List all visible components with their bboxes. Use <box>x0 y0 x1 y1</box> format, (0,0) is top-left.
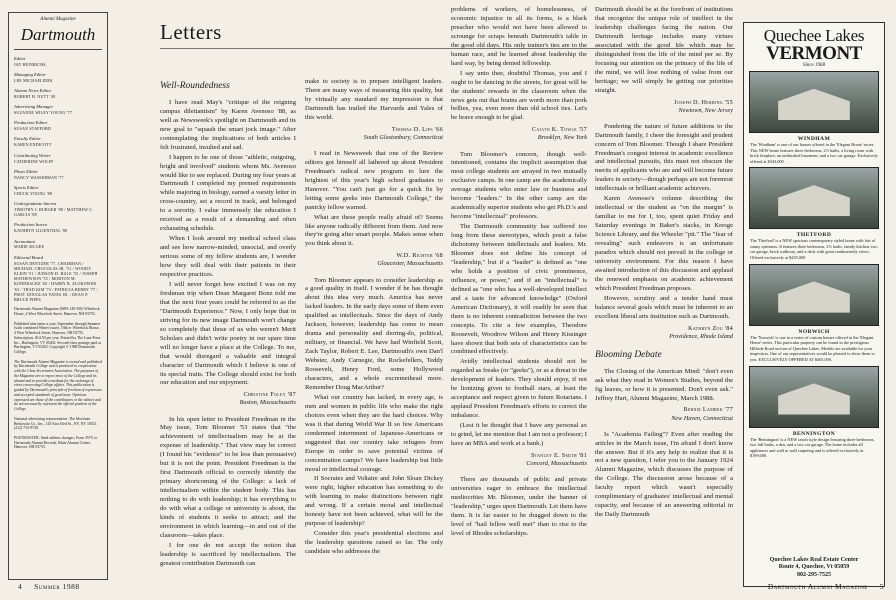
staff-name: TIMOTHY J. BURGER '88 / MATTHEW C. GARCIA '88 <box>14 206 94 218</box>
signature-name: Thomas D. Lips '66 <box>391 125 443 133</box>
masthead-subtitle: Alumni Magazine <box>40 17 76 22</box>
staff-name: KAREN ENDICOTT <box>14 142 52 148</box>
signature-name: Bernie Lambek '77 <box>683 406 733 414</box>
listing-description: The 'Thetford' is a NEW spacious contemporary styled home with lots of sunny openness. It features three bedrooms, 2½ baths, family kitchen, two car garage, brick walkway, and a deck with great southeasterly views. Offered exclusively at $255,000. <box>750 238 878 261</box>
staff-entry <box>14 222 102 233</box>
signature <box>160 391 296 407</box>
staff-entry <box>14 136 102 147</box>
signature <box>595 325 733 341</box>
ad-company: Quechee Lakes Real Estate Center <box>769 556 859 563</box>
staff-entry <box>14 56 102 67</box>
staff-role: Production Intern <box>14 222 47 228</box>
signature-place: South Glastonbury, Connecticut <box>363 133 443 141</box>
signature <box>595 99 733 115</box>
column-3 <box>451 6 587 578</box>
ad-title-vermont: VERMONT <box>766 43 862 64</box>
ad-listings <box>744 71 884 459</box>
letter-paragraph: Tom Bloomer's concern, though well-intentioned, contains the implicit assumption that most college students are arrayed in two mutually exclusive camps. In one camp are the academically average students who enter law or business and become "leaders." In the other camp are the academically superior students who get Ph.D.'s and become "intellectual" professors. <box>451 150 587 221</box>
house-photo <box>749 71 879 133</box>
listing-description: The 'Bennington' is a NEW ranch style design featuring three bedrooms, two full baths, a den, and a two car garage. The home includes all appliances and wall to wall carpeting and is offered exclusively at $199,000. <box>750 436 875 459</box>
staff-role: Editor <box>14 55 26 61</box>
ad-address: Route 4, Quechee, Vt 05059 <box>778 564 850 571</box>
listing-bennington <box>744 366 884 459</box>
staff-entry <box>14 72 102 83</box>
publisher-info: Dartmouth Alumni Magazine (ISPS 149-560) Wheelock House, 4 West Wheelock Street, Hanover, NH 03755. <box>14 307 100 316</box>
footer-left <box>18 582 80 591</box>
ad-title: Quechee Lakes <box>763 26 865 45</box>
staff-name: ROBERT H. NUTT '49 <box>14 93 56 99</box>
column-2 <box>305 78 443 578</box>
staff-role: Editorial Board <box>14 254 44 260</box>
ad-contact <box>744 557 884 580</box>
page-number-right: 5 <box>879 582 884 591</box>
staff-role: Advertising Manager <box>14 104 54 110</box>
column-1 <box>160 78 296 578</box>
staff-name: SUZANNE WILEY YOUNG '77 <box>14 110 72 116</box>
letter-paragraph: If Socrates and Voltaire and John Sloan Dickey were right, higher education has something to do with learning to make distinctions between right and wrong. If a certain moral and intellectual honesty have not been achieved, what will be the purpose of leadership? <box>305 475 443 528</box>
signature-place: Newtown, New Jersey <box>678 106 733 114</box>
listing-norwich <box>744 264 884 363</box>
staff-name: SUSAN STAFFORD <box>14 126 52 132</box>
signature <box>305 126 443 142</box>
listing-description: The 'Windham' is one of our homes offered in the 'Elegant Home' series. This NEW home features three bedrooms, 2½ baths, a living room with brick fireplace, an unfinished basement, and a two car garage. Exclusively offered at $343,000. <box>750 142 878 164</box>
staff-entry <box>14 153 102 164</box>
postmaster-note: POSTMASTER: Send address changes, Form 3579, to Dartmouth Alumni Records, Blunt Alumni Center, Hanover, NH 03755. <box>14 436 98 450</box>
listing-windham <box>744 71 884 164</box>
staff-role: Faculty Editor <box>14 136 41 142</box>
staff-entry <box>14 255 102 302</box>
signature-name: Stanley E. Smith '81 <box>530 451 587 459</box>
signature-place: Providence, Rhode Island <box>669 332 733 340</box>
letter-paragraph: I have read May's "critique of the reigning campus dilettantism" by Karen Avenoso '88, as well as Newsweek's spotlight on Dartmouth and its new goal to "squash the smart jock image." After contemplating the implications of both articles I felt frustrated, insulted and sad. <box>160 98 296 151</box>
signature-place: Boston, Massachusetts <box>239 399 296 407</box>
staff-role: Contributing Writer <box>14 152 51 158</box>
letter-paragraph: Dartmouth should be at the forefront of institutions that recognize the unique role of intellect in the leadership challenges facing the nation. Our Dartmouth heritage includes many virtues associated with the good life which may be distinguished from the life of the mind per se. By focusing our attention on the primacy of the life of the mind, we will lose nothing of value from our heritage; we will simply be getting our priorities straight. <box>595 6 733 94</box>
letter-paragraph: What are these people really afraid of? Seems like anyone radically different from them. And now they're going after smart people. Makes sense when you think about it. <box>305 213 443 248</box>
publication-info: Published nine times a year, September through Summer (with combined Winter issue). Office: Wheelock House, 4 West Wheelock Street, Hanover, NH 03755. Subscription, $14.50 per year. Printed by The Lane Press Inc., Burlington, VT 05402. Second-class postage paid at Burlington, VT 05402. Copyright © 1988 Dartmouth College. <box>14 321 101 354</box>
issue-label: Summer 1988 <box>34 582 80 591</box>
staff-role: Managing Editor <box>14 71 46 77</box>
signature-name: W.D. Richter '68 <box>396 252 443 260</box>
staff-name: LEE MICHAELIDES <box>14 77 53 83</box>
listing-name: BENNINGTON <box>792 430 836 437</box>
letter-paragraph: When I look around my medical school class and see how narrow-minded, unsocial, and overly serious some of my fellow students are, I wonder how they will deal with their patients in their respective practices. <box>160 235 296 279</box>
letter-paragraph: The Dartmouth community has suffered too long from these stereotypes, which posit a false dichotomy between intellectuals and leaders. Mr. Bloomer does not define his concept of "leadership," but if a "leader" is defined as "one who holds a position of civic prominence, influence, or power," and if an "intellectual" is defined as "one who has a well-developed intellect and a taste for advanced knowledge" (Oxford American Dictionary), it will readily be seen that there is no inherent contradiction between the two concepts. To cite a few examples, Theodore Roosevelt, Woodrow Wilson and Henry Kissinger have shown that both sets of characteristics can be combined effectively. <box>451 223 587 356</box>
staff-name: CHUCK YOUNG '88 <box>14 190 53 196</box>
signature-name: Joseph D. Herring '55 <box>674 98 733 106</box>
footer-right <box>768 582 884 591</box>
letter-paragraph: Is "Academia Failing"? Even after reading the articles in the March issue, I'm afraid I don't know the answer. But if it's any help to realize that it is not a new question, I refer you to the January 1924 Alumni Magazine, which discusses the purpose of the College. The discussion arose because of a faculty report which wasn't especially complimentary of graduates' intellectual and mental capacity, and because of an answering editorial in the Daily Dartmouth <box>595 430 733 519</box>
column-4 <box>595 6 733 578</box>
signature-name: Christine Foley '87 <box>243 391 296 399</box>
signature-place: Gloucester, Massachusetts <box>377 260 443 268</box>
signature <box>305 252 443 268</box>
house-photo <box>749 264 879 326</box>
letter-paragraph: I read in Newsweek that one of the Review editors got himself all lathered up about President Freedman's radical new program to lure the brightest of this year's high school graduates to Hanover. "You can't just go for a quick fix by letting some geeks into Dartmouth College," the panicky fellow warned. <box>305 149 443 211</box>
letter-paragraph: Tom Bloomer appears to consider leadership as a good quality in itself. I wonder if he has thought about this idea very much. America has never lacked leaders. In the early days some of them even qualified as intellectuals. Since the days of Andy Jackson, however, leadership has come to mean drama and personality and derring-do, political, military, or financial. We have had Winfield Scott, Zack Taylor, Robert E. Lee, Dartmouth's own Dan'l Webster, Andy Carnegie, the Rockefellers, Teddy Roosevelt, Henry Ford, some Hollywood characters, and a whole excremethead more. Remember Doug MacArthur? <box>305 276 443 391</box>
staff-role: Production Editor <box>14 120 48 126</box>
signature-name: Calvin K. Towle '57 <box>531 126 587 134</box>
listing-thetford <box>744 167 884 260</box>
letter-paragraph: The Closing of the American Mind: "don't even ask what they read in Women's Studies, beyond the fig leaves, or how it is presented. Don't even ask." Jeffrey Hart, Alumni Magazine, March 1988. <box>595 367 733 402</box>
staff-name: KATHRYN LILIENTHAL '88 <box>14 228 68 234</box>
signature <box>451 126 587 142</box>
signature <box>595 406 733 422</box>
staff-entry <box>14 169 102 180</box>
staff-name: CATHERINE WOLFF <box>14 158 54 164</box>
ownership-statement: The Dartmouth Alumni Magazine is owned and published by Dartmouth College and is produced in cooperation with the Class Secretaries Association. The purposes of the Magazine are to report news of the College and its alumni and to provide a medium for the exchange of views concerning College affairs. This publication is guided by Dartmouth's principle of freedom of expression and accepted standards of good taste. Opinions expressed are those of the contributors or the editors and do not necessarily represent the official position of the College. <box>14 359 102 412</box>
staff-entry <box>14 104 102 115</box>
masthead <box>8 12 108 580</box>
letter-paragraph: I happen to be one of those "athletic, outgoing, bright and involved" students whom Ms. Avenoso would like to see replaced. During my four years at Dartmouth I completed my premed requirements while majoring in biology, earned a varsity letter in cross-country, set a record in track, and belonged to a sorority. I value immensely the education I received as a result of a demanding and often exhausting schedule. <box>160 153 296 233</box>
letter-paragraph: I will never forget how excited I was on my freshman trip when Dean Margaret Bonz told me that the next four years could be referred to as the "Dartmouth Experience." Now, I only hope that in striving for its new image Dartmouth won't change so completely that those of us who weren't Merit Scholars and didn't write poetry in our spare time will no longer have a place at the College. To me, that would disregard a valuable and integral character of Dartmouth which I believe is one of its special traits. The College should exist for both our education and our enjoyment. <box>160 280 296 387</box>
staff-name: MARIE MCGEE <box>14 244 45 250</box>
letter-paragraph: In his open letter to President Freedman in the May issue, Tom Bloomer '53 states that "the achievement of intellectualism may be at the expense of leadership." That view may be correct (I found his "evidence" to be less than persuasive) but it is not the point. President Freedman is the first Dartmouth official to correctly identify the primary shortcoming of the College: a lack of intellectualism within the student body. This has nothing to do with leadership; it has everything to do with what a college or university is about, the kinds of students it seeks to attract; and the environment in which learning—in and out of the classroom—takes place. <box>160 415 296 539</box>
section-heading-well-roundedness: Well-Roundedness <box>160 81 230 91</box>
letter-paragraph: problems of workers, of homelessness, of economic injustice in all its forms, is a black preacher who would not have been allowed to scrounge for scraps beneath Dartmouth's table in the good old days. His only trainer's ties are to the human race, and he learned about leadership the hard way, by being denied fellowship. <box>451 6 587 67</box>
staff-role: Sports Editor <box>14 184 39 190</box>
masthead-title: Dartmouth <box>14 24 102 50</box>
letter-paragraph: Avidly intellectual students should not be regarded as freaks (or "geeks"), or as a threat to the development of leaders. They should enjoy, if not be lionizing given to football stars, at least the acceptance and respect given to future Rotarians. I applaud President Freedman's efforts to correct the imbalance. <box>451 358 587 420</box>
house-shape <box>778 185 850 216</box>
letter-paragraph: I say unto thee, doubtful Thomas, you and I ought to be dancing in the streets, for great will be the students' rewards in the classroom when the news gets out that brains are worth more than pork bellies, yea, even more than old school ties. Let's be brave enough to be glad. <box>451 69 587 122</box>
ad-since: Since 1968 <box>802 63 826 68</box>
letter-paragraph: Karen Avenoso's column describing the intellectual or the student as "on the margin" is familiar to me for I, too, spent quiet Friday and Saturday evenings in Baker's stacks, in Kresge Science Library, and the Wheeler "pit." The "fear of revealing" such endeavors is an unfortunate paradox which should not prevail in the college or university environment. For this reason I have awaited introduction of this discussion and applaud the renewed emphasis on academic achievement which President Freedman proposes. <box>595 195 733 292</box>
staff-entry <box>14 201 102 217</box>
house-photo <box>749 167 879 229</box>
advertising-rep: National advertising representative: The Mortimer Berkowitz Co., Inc., 145 East 63rd St., NY, NY 10021. (212) 753-9740. <box>14 416 98 431</box>
house-photo <box>749 366 879 428</box>
section-heading-blooming-debate: Blooming Debate <box>595 349 662 360</box>
letter-paragraph: What our country has lacked, in every age, is men and women in public life who make the right choices even when they are the hard choices. Why was it that during World War II so few Americans condemned internment of Japanese-Americans or suggested that our country take refugees from Europe in order to save potential victims of concentration camps? We have leadership but little moral or intellectual courage. <box>305 393 443 473</box>
house-shape <box>778 281 850 312</box>
staff-role: Photo Editor <box>14 168 38 174</box>
letter-paragraph: make to society is to prepare intelligent leaders. There are many ways of measuring this quality, but by virtually any standard my impression is that Dartmouth has trailed the Harvards and Yales of this world. <box>305 78 443 121</box>
listing-name: THETFORD <box>796 232 832 239</box>
letter-paragraph: There are thousands of public and private universities eager to embrace the intellectual mediocrities Mr. Bloomer, under the banner of "leadership," urges upon Dartmouth. Let them have them. It is far easier to be dragged down to the level of "hail fellow well met" than to rise to the level of Rhodes scholarships. <box>451 476 587 537</box>
letter-paragraph: Pondering the nature of future additions to the Dartmouth family, I cheer the foresight and prudent concern of Tom Bloomer. Though I share President Freedman's congest interest in academic excellence and intellectual pursuits, this must not obscure the merits of applicants who are and will become future leaders in society—though perhaps are not foremost intellectuals or brilliant academic achievers. <box>595 122 733 193</box>
letter-paragraph: However, scrutiny and a tender hand must balance several goals which must be inherent to an excellent liberal arts institution such as Dartmouth. <box>595 294 733 320</box>
staff-entry <box>14 185 102 196</box>
signature-place: New Haven, Connecticut <box>671 414 733 422</box>
staff-role: Alumni News Editor <box>14 87 52 93</box>
staff-role: Undergraduate Interns <box>14 201 57 206</box>
signature-name: Kathryn Zou '84 <box>688 324 733 332</box>
staff-entry <box>14 239 102 250</box>
house-shape <box>778 89 850 120</box>
staff-name: SUSAN DENTZER '77, CHAIRMAN / MICHAEL CHOCOLAS JR. '51 / WOODY KLEIN '51 / JUDSON D. HALE '55 / JOSEPH MATHEWSON '55 / MORTON M. KONDRACKE '60 / HARRY R. ZLOKOWER '63 / THAD KIM '73 / PATRICIA BERRY '77 / PROF. DOUGLAS YATES JR. / DEAN P. BRUCE PIPES <box>14 260 98 302</box>
listing-name: NORWICH <box>798 328 830 335</box>
magazine-name: Dartmouth Alumni Magazine <box>767 582 868 591</box>
letter-paragraph: I for one do not accept the notion that leadership is sacrificed by intellectualism. The greatest contribution Dartmouth can <box>160 541 296 567</box>
signature-place: Concord, Massachusetts <box>526 460 587 468</box>
page-number-left: 4 <box>18 582 23 591</box>
signature <box>451 452 587 468</box>
signature-place: Brooklyn, New York <box>537 134 587 142</box>
page-title: Letters <box>160 20 222 44</box>
listing-name: WINDHAM <box>797 136 831 142</box>
staff-name: NANCY WASSERMAN '77 <box>14 174 64 180</box>
staff-entry <box>14 88 102 99</box>
staff-list <box>14 56 102 303</box>
staff-role: Accountant <box>14 238 35 244</box>
real-estate-advertisement <box>743 22 885 587</box>
staff-name: JAY HEINRICHS <box>14 61 46 67</box>
listing-description: The 'Norwich' is one in a series of custom homes offered in the 'Elegant Home' series. This particular property can be found in the prestigious Hillside Road section of Quechee Lakes. Models are available for your inspection. One of our representatives would be pleased to show them to you. EXCLUSIVELY OFFERED AT $405,000. <box>750 334 875 362</box>
staff-entry <box>14 120 102 131</box>
letter-paragraph: Consider this year's presidential elections and the leadership questions raised so far. The only candidate who addresses the <box>305 530 443 556</box>
letter-paragraph: (Lest it be thought that I have any personal ax to grind, let me mention that I am not a professor; I have an MBA and work at a bank.) <box>451 422 587 448</box>
house-shape <box>778 383 850 414</box>
ad-phone: 802-295-7525 <box>797 572 831 579</box>
